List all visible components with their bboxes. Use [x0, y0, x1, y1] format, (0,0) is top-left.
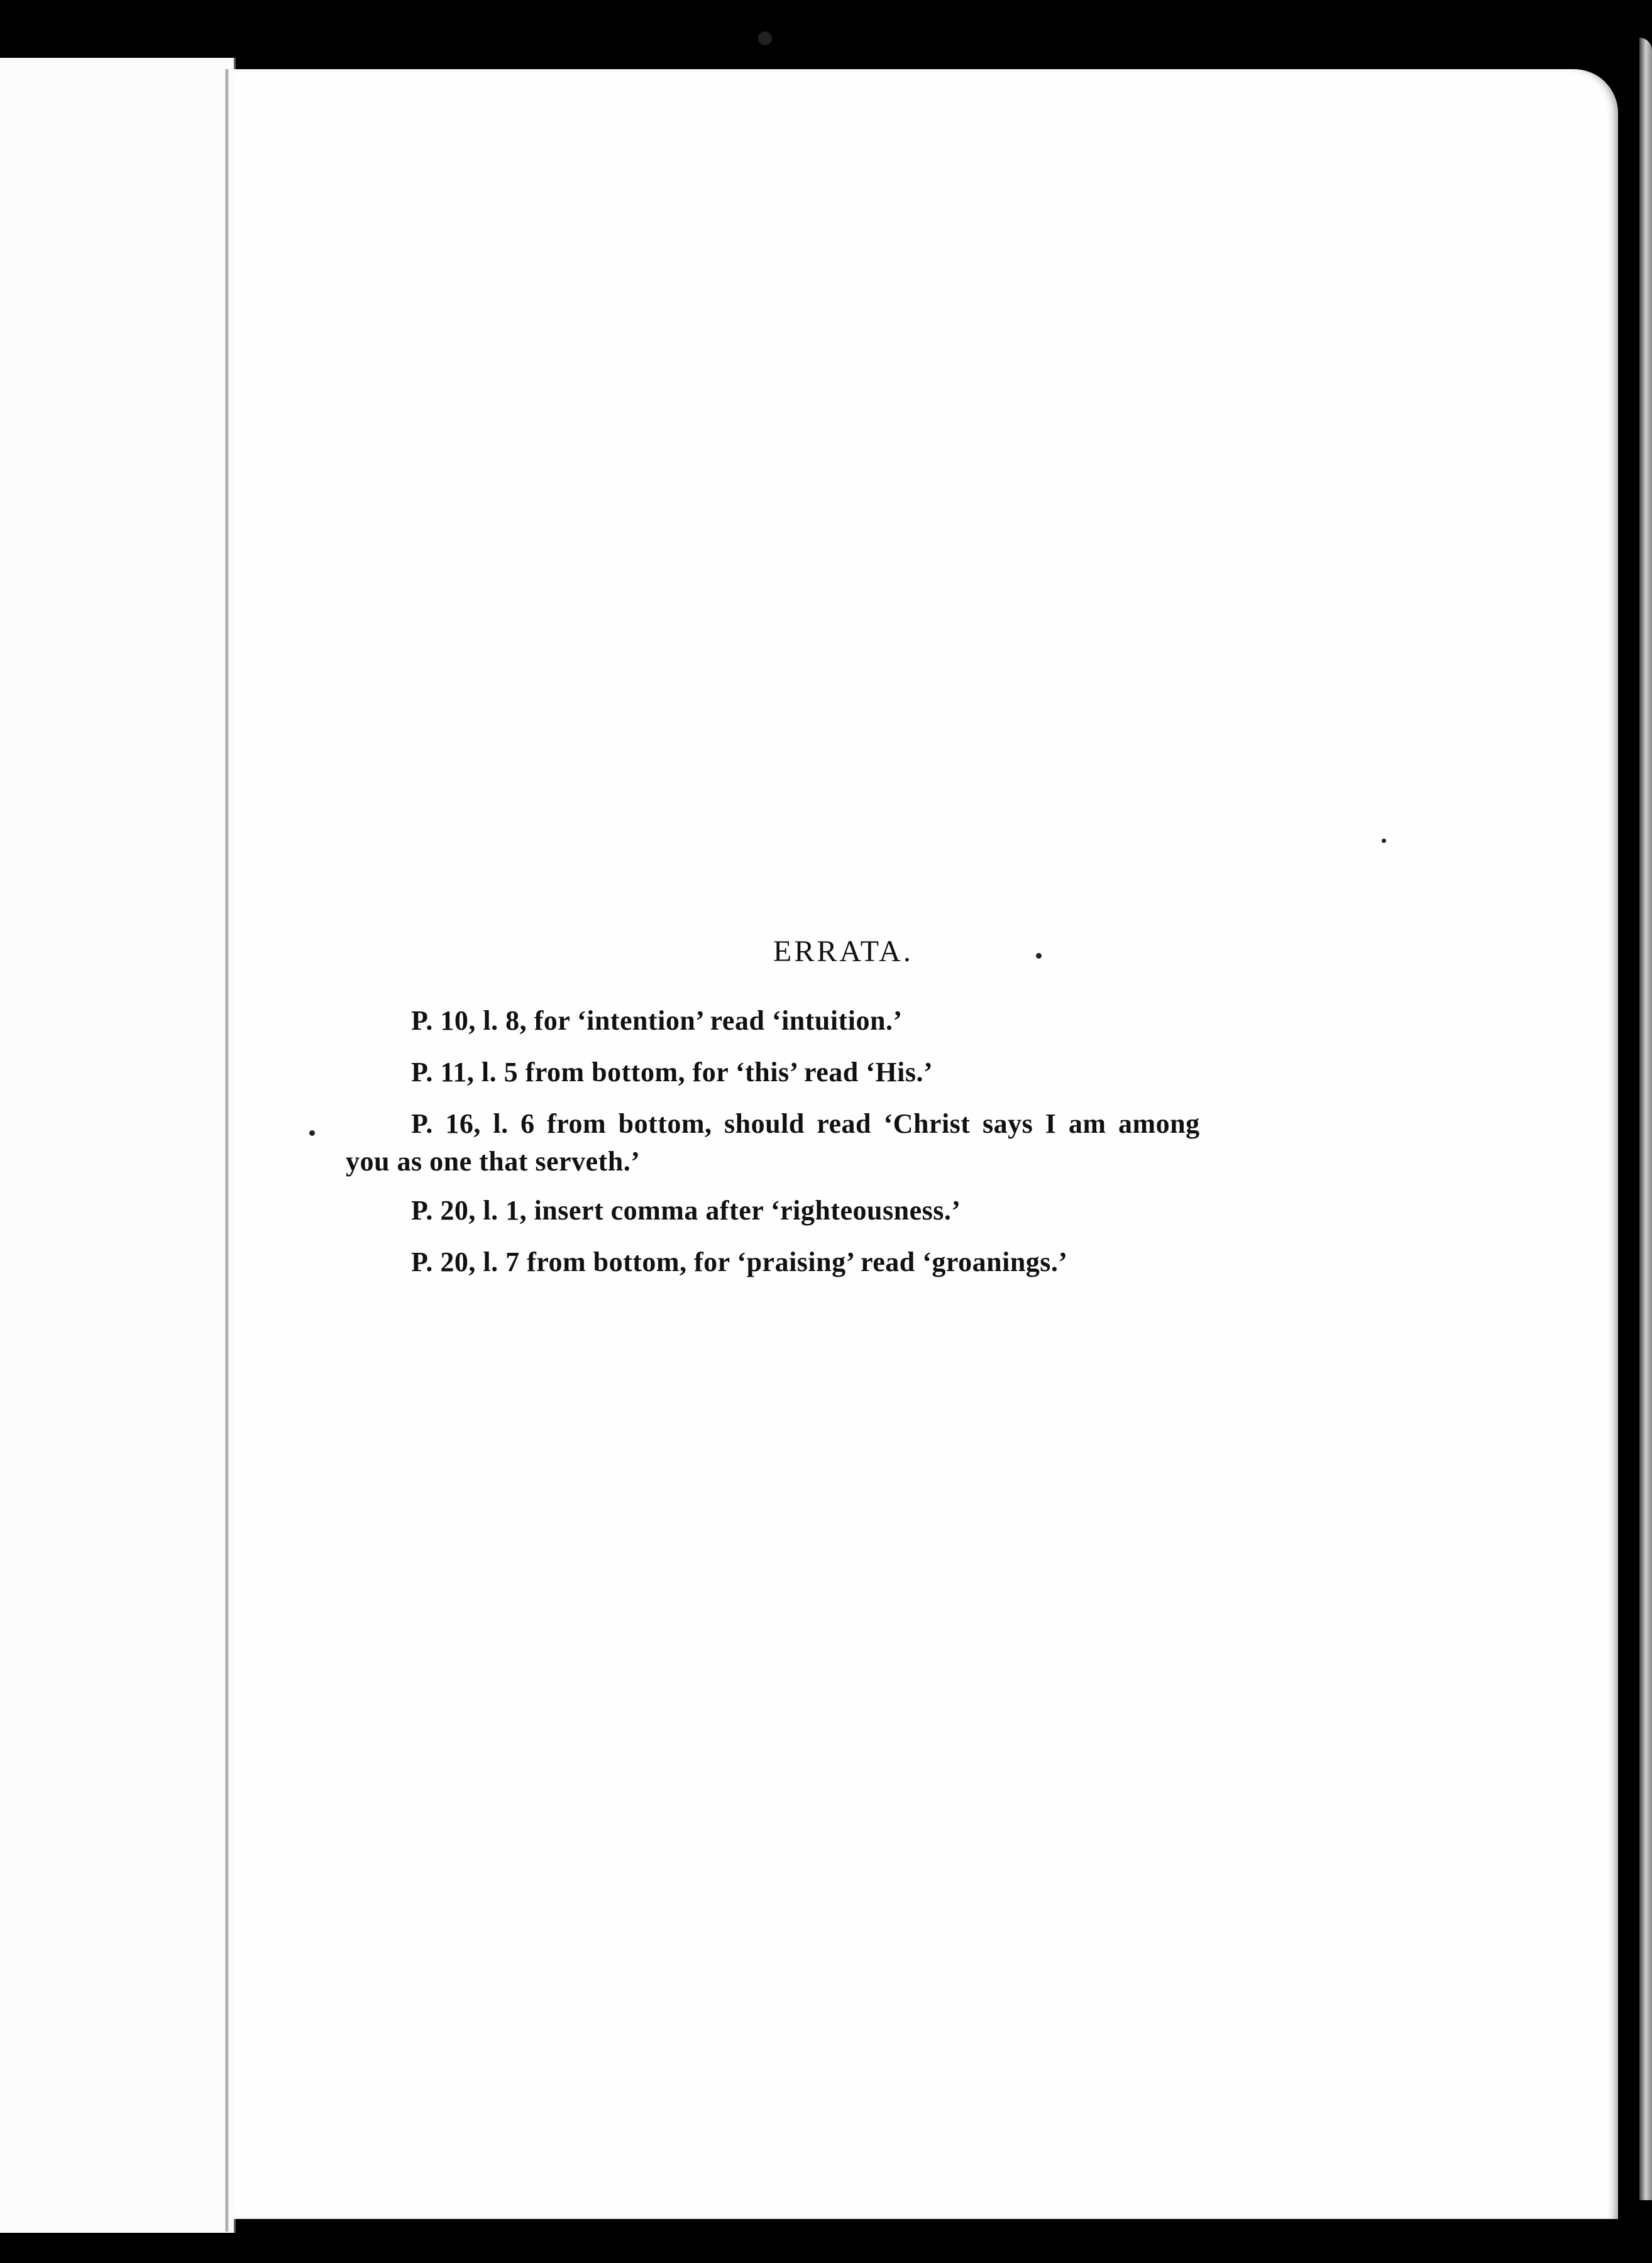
errata-entry-text-line1: P. 16, l. 6 from bottom, should read ‘Christ says I am among — [411, 1108, 1200, 1139]
errata-title: ERRATA. — [773, 935, 913, 968]
errata-entry-continuation — [346, 1148, 1345, 1176]
scan-speck — [758, 31, 772, 45]
errata-entry-text: P. 20, l. 1, insert comma after ‘righteousness.’ — [411, 1195, 961, 1226]
scan-speck — [1036, 953, 1042, 959]
errata-entry — [346, 1248, 1345, 1276]
errata-entry — [346, 1110, 1345, 1138]
errata-entry-text: P. 20, l. 7 from bottom, for ‘praising’ read ‘groanings.’ — [411, 1247, 1068, 1277]
document-page — [234, 69, 1618, 2219]
errata-entry — [346, 1197, 1345, 1225]
errata-entry-text-line2: you as one that serveth.’ — [346, 1146, 641, 1177]
errata-entry-text: P. 11, l. 5 from bottom, for ‘this’ read ‘His.’ — [411, 1057, 933, 1087]
errata-entry — [346, 1007, 1345, 1035]
page-edge-shadow — [1639, 38, 1652, 2200]
scan-speck — [1382, 839, 1386, 843]
errata-entry-text: P. 10, l. 8, for ‘intention’ read ‘intuition.’ — [411, 1005, 903, 1036]
binding-fold — [225, 69, 229, 2232]
scan-speck — [309, 1130, 315, 1136]
errata-entry — [346, 1059, 1345, 1086]
left-page-edge — [0, 58, 236, 2233]
